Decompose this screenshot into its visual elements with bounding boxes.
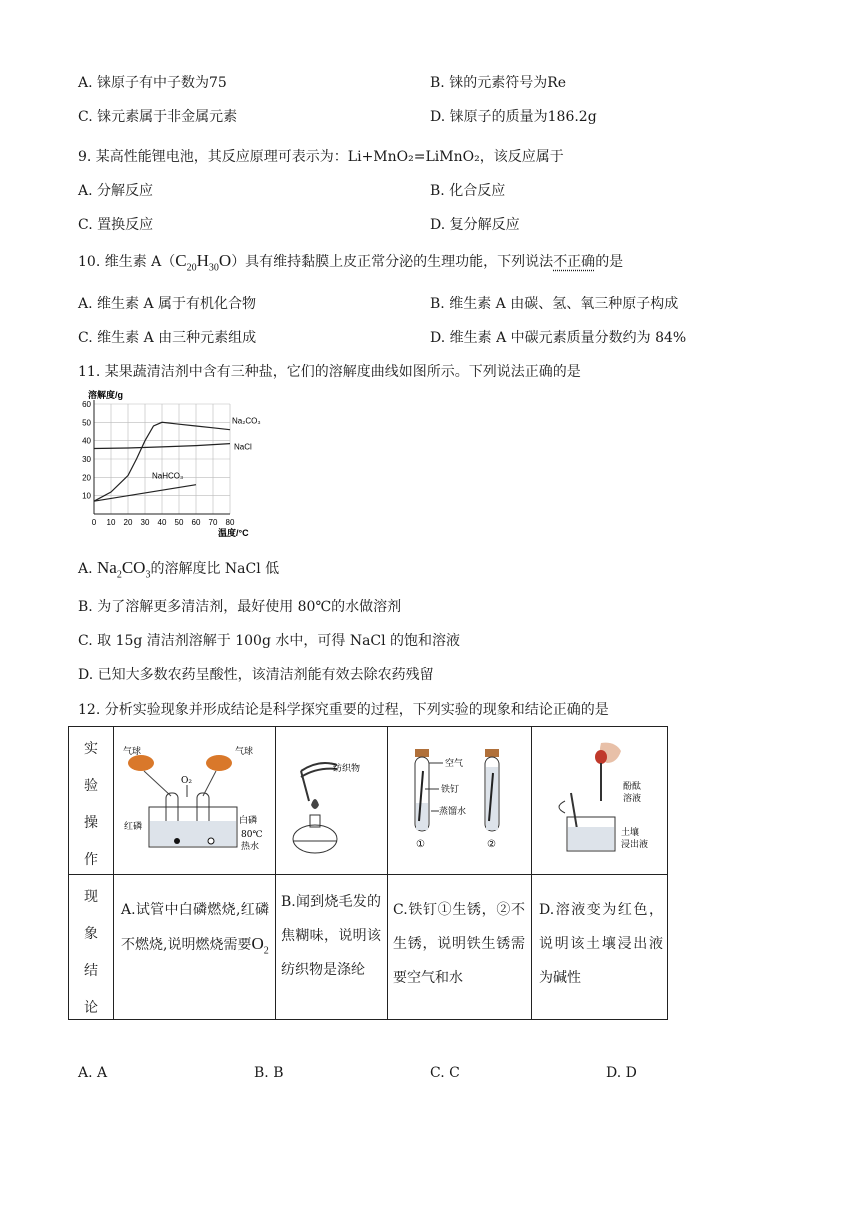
x-tick-label: 20 <box>123 518 133 527</box>
q10-stem <box>78 251 623 278</box>
flame-icon <box>311 799 319 809</box>
q11-option-c: C. 取 15g 清洁剂溶解于 100g 水中，可得 NaCl 的饱和溶液 <box>78 633 461 649</box>
q10-stem-prefix: 10. 维生素 A（ <box>78 254 176 270</box>
svg-text:溶液: 溶液 <box>623 794 642 804</box>
x-tick-label: 30 <box>140 518 150 527</box>
q12-answer-b: B. B <box>254 1065 284 1081</box>
svg-text:①: ① <box>416 839 425 850</box>
series-label-0: Na₂CO₃ <box>232 416 261 426</box>
q8-option-d: D. 铼原子的质量为186.2g <box>430 109 597 125</box>
q11-option-d: D. 已知大多数农药呈酸性，该清洁剂能有效去除农药残留 <box>78 667 434 683</box>
y-tick-label: 50 <box>82 418 91 428</box>
q12-answer-c: C. C <box>430 1065 460 1081</box>
q11-stem: 11. 某果蔬清洁剂中含有三种盐，它们的溶解度曲线如图所示。下列说法正确的是 <box>78 364 581 380</box>
q8-option-b: B. 铼的元素符号为Re <box>430 75 567 91</box>
q10-stem-suffix: 的是 <box>595 254 624 270</box>
q9-option-c: C. 置换反应 <box>78 217 154 233</box>
stopper-left <box>415 749 429 757</box>
q9-option-a: A. 分解反应 <box>78 183 154 199</box>
q8-option-a: A. 铼原子有中子数为75 <box>78 75 227 91</box>
x-tick-label: 40 <box>157 518 167 527</box>
q9-option-b: B. 化合反应 <box>430 183 506 199</box>
svg-text:铁钉: 铁钉 <box>441 785 460 795</box>
experiment-b-image <box>279 741 383 865</box>
chart-labels <box>82 389 261 538</box>
conclusion-a: A.试管中白磷燃烧,红磷不燃烧,说明燃烧需要$O_2$ <box>121 902 269 957</box>
balloon-left-icon <box>128 755 154 771</box>
q10-option-c: C. 维生素 A 由三种元素组成 <box>78 330 257 346</box>
svg-text:白磷: 白磷 <box>239 816 258 826</box>
conclusion-b: B.闻到烧毛发的焦糊味，说明该纺织物是涤纶 <box>281 894 381 978</box>
experiment-a-image <box>119 741 271 865</box>
y-tick-label: 60 <box>82 400 91 409</box>
svg-text:蒸馏水: 蒸馏水 <box>439 807 467 817</box>
y-tick-label: 40 <box>82 436 91 446</box>
q10-option-d: D. 维生素 A 中碳元素质量分数约为 84% <box>430 330 687 346</box>
dropper-bulb-icon <box>595 750 607 764</box>
q11-option-b: B. 为了溶解更多清洁剂，最好使用 80℃的水做溶剂 <box>78 599 402 615</box>
series-label-2: NaHCO₃ <box>152 471 184 481</box>
q10-option-b: B. 维生素 A 由碳、氢、氧三种原子构成 <box>430 296 679 312</box>
svg-text:80℃: 80℃ <box>241 830 263 840</box>
svg-text:酚酞: 酚酞 <box>623 782 642 792</box>
y-axis-label: 溶解度/g <box>88 390 123 400</box>
experiment-d-image <box>535 741 667 865</box>
stir-arrow-icon <box>559 801 565 813</box>
y-tick-label: 20 <box>82 473 91 483</box>
x-tick-label: 80 <box>225 518 235 527</box>
y-tick-label: 10 <box>82 491 91 501</box>
x-tick-label: 60 <box>191 518 201 527</box>
x-tick-label: 0 <box>91 518 97 527</box>
svg-text:纺织物: 纺织物 <box>333 764 361 774</box>
x-tick-label: 70 <box>208 518 218 527</box>
svg-text:土壤: 土壤 <box>621 828 640 838</box>
solubility-chart <box>78 388 268 540</box>
q12-stem: 12. 分析实验现象并形成结论是科学探究重要的过程，下列实验的现象和结论正确的是 <box>78 702 609 718</box>
q10-option-a: A. 维生素 A 属于有机化合物 <box>78 296 257 312</box>
q9-stem: 9. 某高性能锂电池，其反应原理可表示为：Li+MnO₂=LiMnO₂，该反应属于 <box>78 149 564 165</box>
series-label-1: NaCl <box>234 442 252 452</box>
y-tick-label: 30 <box>82 455 91 464</box>
svg-text:红磷: 红磷 <box>124 822 143 832</box>
svg-text:气球: 气球 <box>123 747 142 757</box>
svg-text:热水: 热水 <box>241 842 260 852</box>
conclusion-c: C.铁钉①生锈，②不生锈，说明铁生锈需要空气和水 <box>393 902 525 986</box>
q8-option-c: C. 铼元素属于非金属元素 <box>78 109 238 125</box>
svg-text:②: ② <box>487 839 496 850</box>
x-axis-label: 温度/°C <box>218 528 249 538</box>
row-label-conclusion: 现 象 结 论 <box>84 889 98 1016</box>
svg-text:气球: 气球 <box>235 747 254 757</box>
x-tick-label: 10 <box>106 518 116 527</box>
experiment-c-image <box>391 741 527 865</box>
svg-text:空气: 空气 <box>445 759 464 769</box>
q10-stem-mid: ）具有维持黏膜上皮正常分泌的生理功能，下列说法 <box>231 254 554 270</box>
alcohol-lamp-icon <box>293 825 337 853</box>
balloon-right-icon <box>206 755 232 771</box>
x-tick-label: 50 <box>174 518 184 527</box>
svg-text:浸出液: 浸出液 <box>621 840 649 850</box>
q9-option-d: D. 复分解反应 <box>430 217 520 233</box>
q12-answer-d: D. D <box>606 1065 637 1081</box>
na2co3-formula: $Na_2CO_3$ <box>97 558 151 581</box>
q11-option-a: A. $Na_2CO_3$的溶解度比 NaCl 低 <box>78 558 280 581</box>
q12-answer-a: A. A <box>78 1065 108 1081</box>
vitamin-a-formula: $C_{20}H_{30}O$ <box>175 251 232 274</box>
experiment-table <box>68 726 668 1020</box>
row-label-operation: 实 验 操 作 <box>84 741 98 868</box>
q10-emphasis: 不正确 <box>553 254 596 270</box>
svg-text:O₂: O₂ <box>181 776 192 786</box>
conclusion-d: D.溶液变为红色，说明该土壤浸出液为碱性 <box>539 902 663 986</box>
stopper-right <box>485 749 499 757</box>
